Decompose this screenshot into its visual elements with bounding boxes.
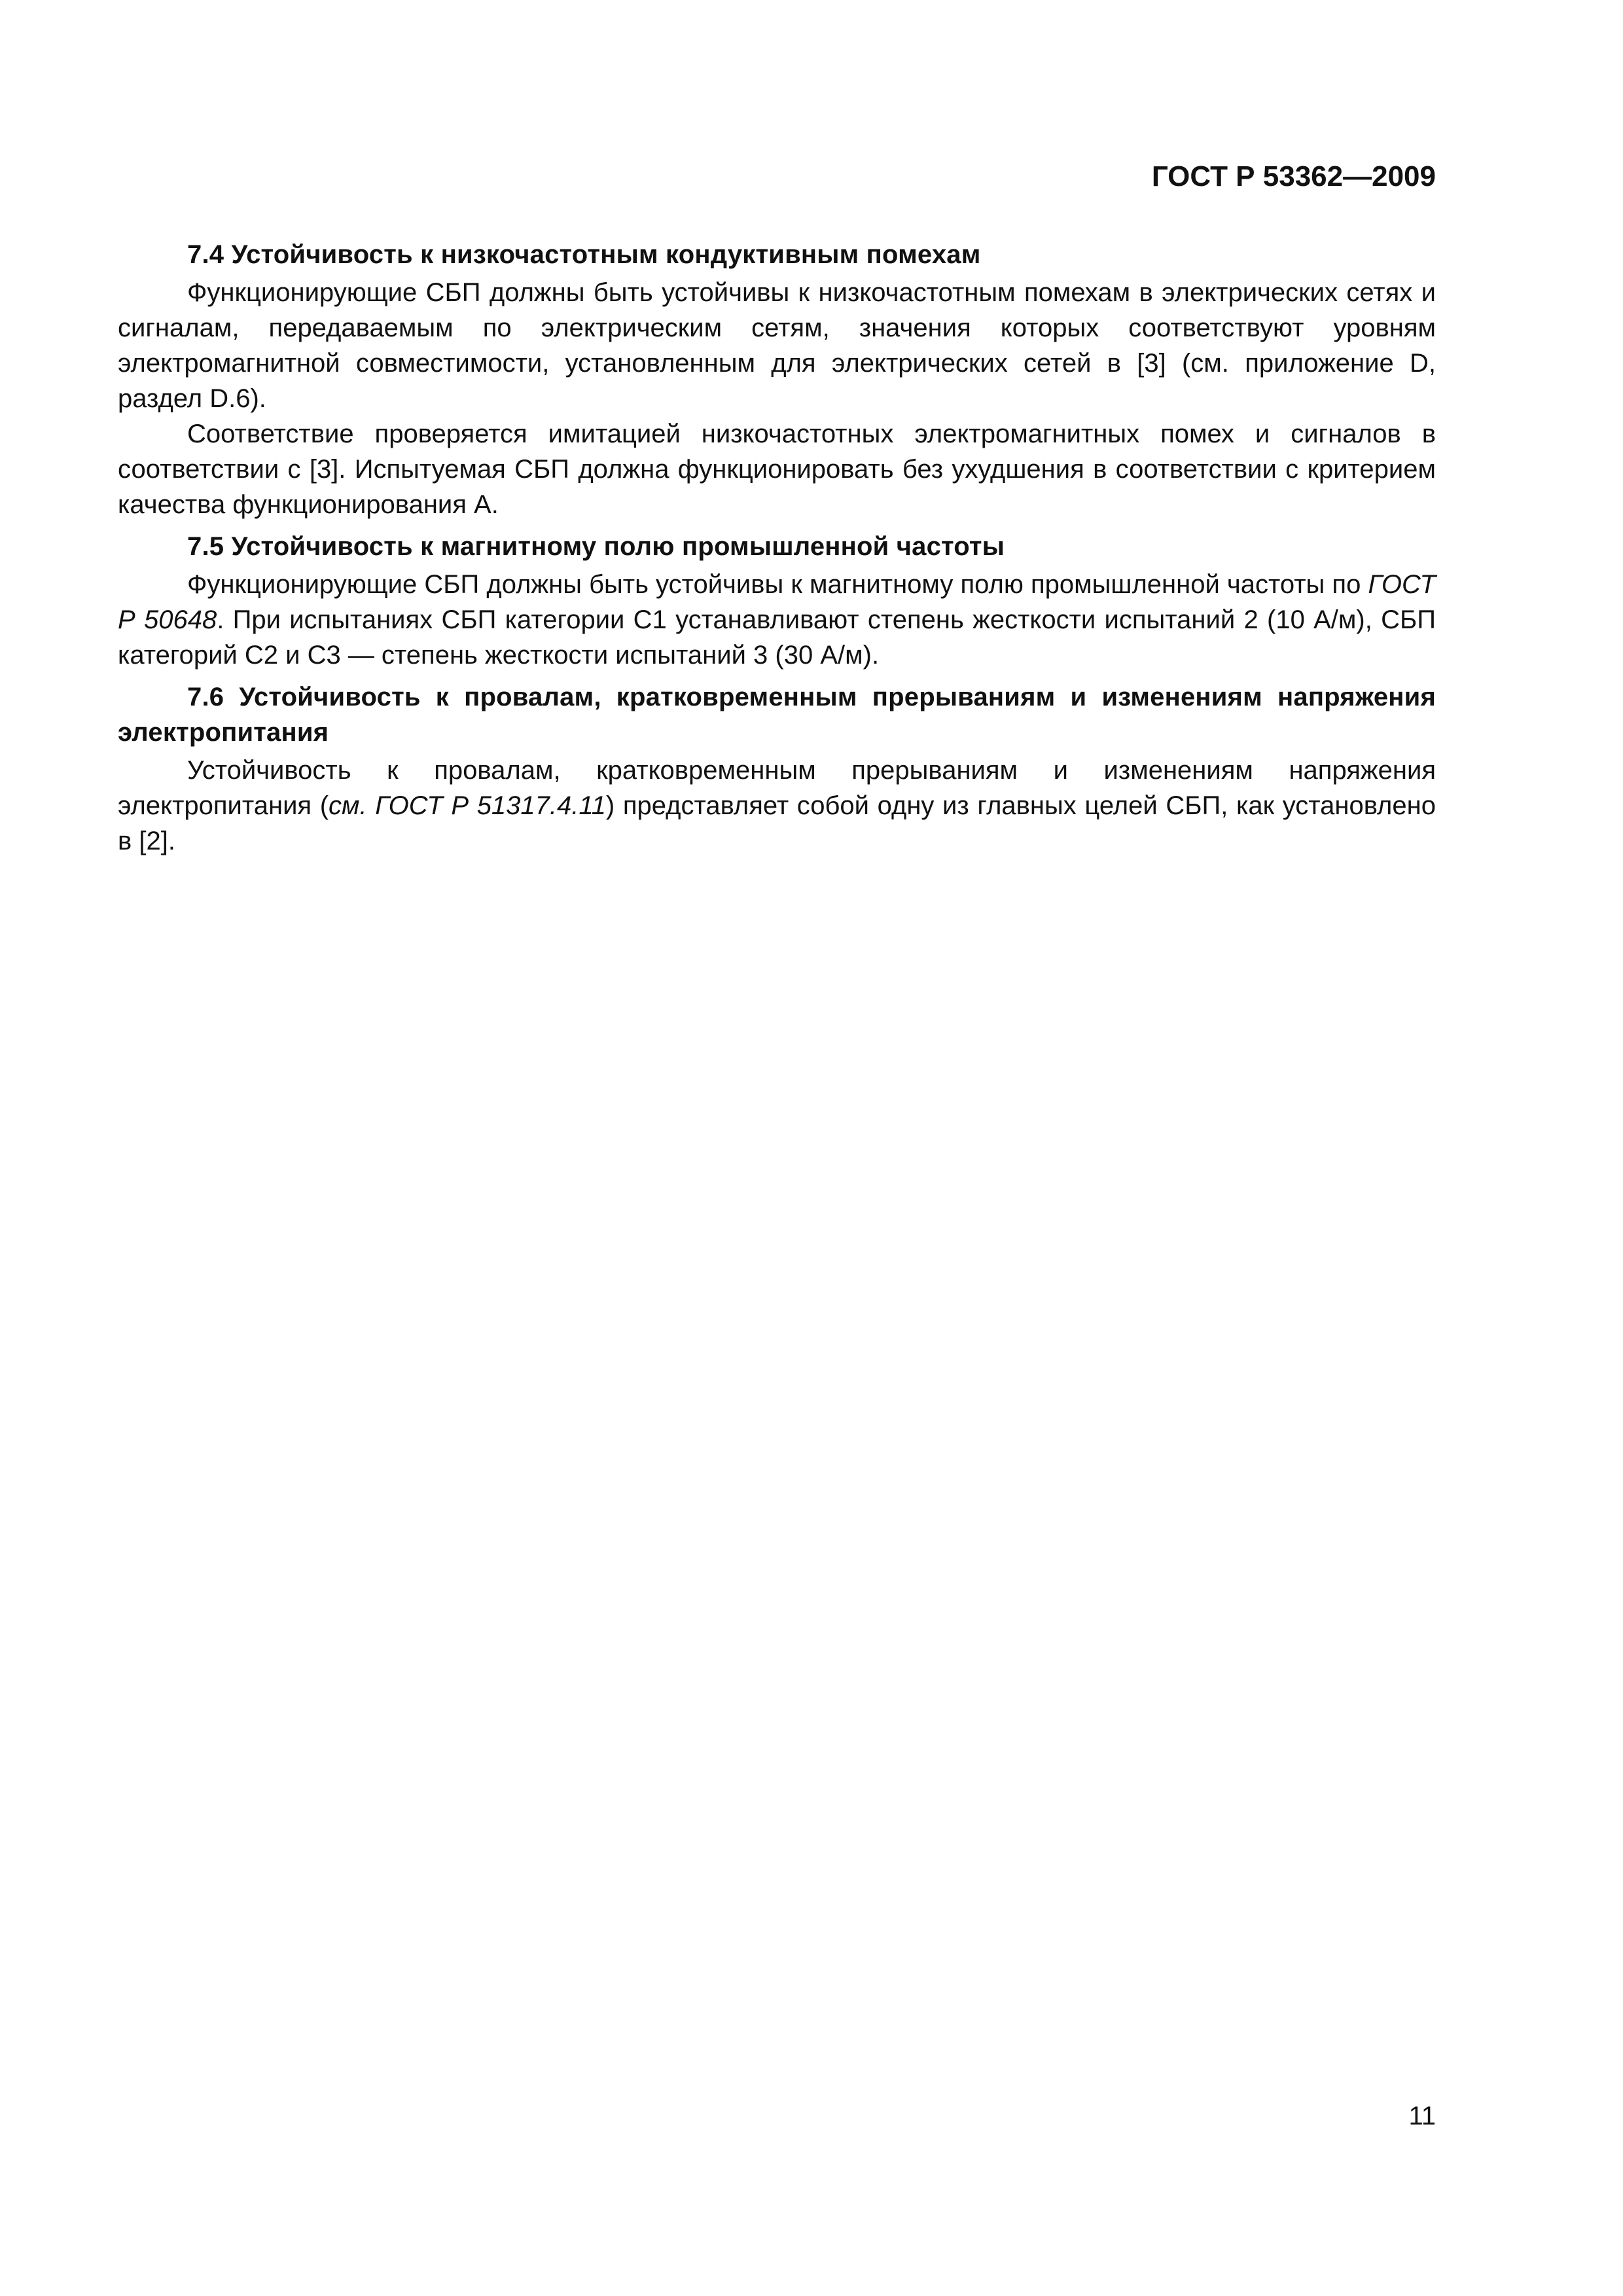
paragraph-text: ) представляет собой одну из главных целей СБП, как установлено в [2]. — [118, 791, 1436, 855]
body-paragraph: Функционирующие СБП должны быть устойчивы к низкочастотным помехам в электрических сетях и сигналам, передаваемым по электрическим сетям, значения которых соответствуют уровням электромагнитной совместимости, установленным для электрических сетей в [3] (см. приложение D, раздел D.6). — [118, 278, 1436, 413]
standard-reference: ГОСТ Р 50648 — [118, 570, 1436, 634]
section-heading: 7.5 Устойчивость к магнитному полю промышленной частоты — [187, 532, 1005, 561]
section-7-4 — [118, 237, 1436, 522]
paragraph-text: Устойчивость к провалам, кратковременным прерываниям и изменениям напряжения электропитания ( — [118, 756, 1436, 820]
section-7-5 — [118, 529, 1436, 673]
section-heading: 7.4 Устойчивость к низкочастотным кондуктивным помехам — [187, 240, 981, 269]
paragraph-text: . При испытаниях СБП категории С1 устанавливают степень жесткости испытаний 2 (10 А/м), СБП категорий С2 и С3 — степень жесткости испытаний 3 (30 А/м). — [118, 605, 1436, 670]
section-heading: 7.6 Устойчивость к провалам, кратковременным прерываниям и изменениям напряжения электропитания — [118, 683, 1436, 747]
standard-reference: см. ГОСТ Р 51317.4.11 — [329, 791, 606, 820]
page-number: 11 — [1408, 2102, 1436, 2130]
document-body — [118, 237, 1436, 859]
body-paragraph: Соответствие проверяется имитацией низкочастотных электромагнитных помех и сигналов в соответствии с [3]. Испытуемая СБП должна функционировать без ухудшения в соответствии с критерием качества функционирования А. — [118, 420, 1436, 519]
paragraph-text: Функционирующие СБП должны быть устойчивы к магнитному полю промышленной частоты по — [187, 570, 1368, 599]
body-paragraph — [118, 753, 1436, 859]
document-designation: ГОСТ Р 53362—2009 — [1151, 160, 1436, 192]
body-paragraph — [118, 567, 1436, 673]
section-7-6 — [118, 679, 1436, 859]
